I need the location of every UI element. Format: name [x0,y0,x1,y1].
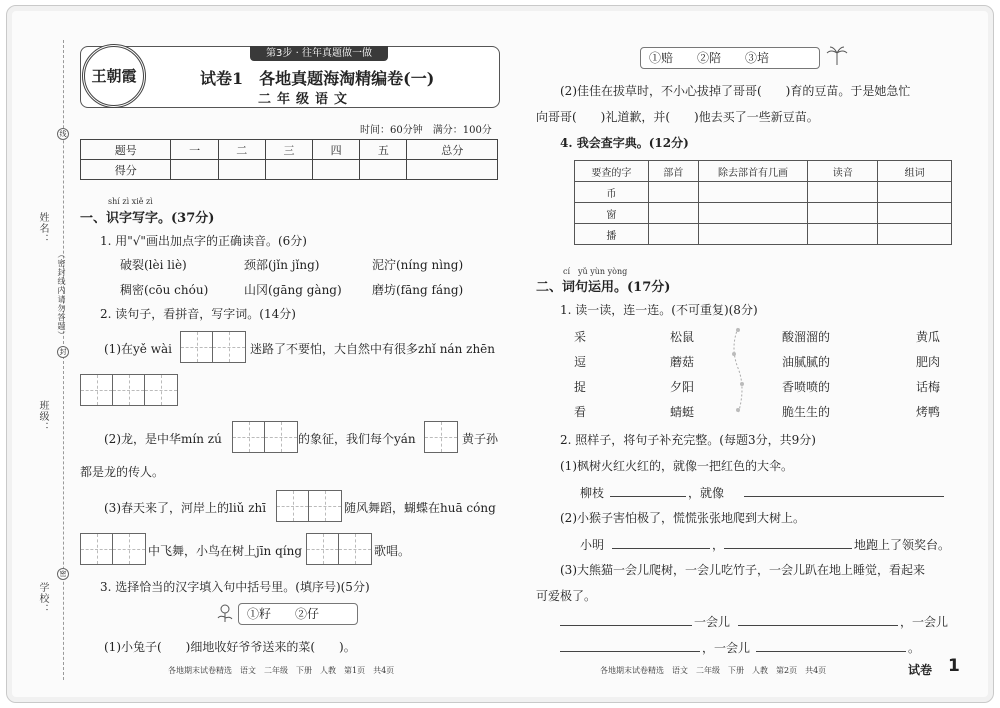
writing-grid[interactable] [306,533,372,565]
paper-number: 1 [948,656,960,676]
score-cell[interactable] [407,160,498,180]
match-word[interactable]: 肥肉 [916,355,941,369]
dict-answer-cell[interactable] [878,182,952,203]
sentence-text: (3)春天来了，河岸上的liǔ zhī [104,501,267,515]
fill-sentence: 向哥哥( )礼道歉，并( )他去买了一些新豆苗。 [536,110,819,124]
fill-sentence: (1)小兔子( )细地收好爷爷送来的菜( )。 [104,640,356,654]
score-header-cell: 一 [171,140,218,160]
score-header-cell: 五 [360,140,407,160]
dict-answer-cell[interactable] [808,182,878,203]
character-options: ①籽 ②仔 [238,603,358,625]
answer-prefix: ，一会儿 [702,641,751,655]
match-word[interactable]: 烤鸭 [916,405,941,419]
section-title: 二、词句运用。(17分) [536,280,671,295]
seal-note: （密封线内请勿答题） [57,250,66,340]
example-sentence: 可爱极了。 [536,589,597,603]
section-pinyin: shí zì xiě zì [108,197,153,206]
reading-option[interactable]: 山冈(gāng gàng) [244,283,342,297]
score-header-cell: 总分 [407,140,498,160]
match-word[interactable]: 黄瓜 [916,330,941,344]
dict-answer-cell[interactable] [698,224,808,245]
dict-header-cell: 组词 [878,161,952,182]
match-word[interactable]: 蘑菇 [670,355,695,369]
question-3: 3. 选择恰当的汉字填入句中括号里。(填序号)(5分) [100,580,370,594]
dictionary-table [574,160,952,245]
dict-answer-cell[interactable] [808,203,878,224]
example-sentence: (3)大熊猫一会儿爬树，一会儿吃竹子，一会儿趴在地上睡觉，看起来 [560,563,926,577]
match-word[interactable]: 松鼠 [670,330,695,344]
score-cell[interactable] [313,160,360,180]
answer-prefix: ，就像 [688,486,725,500]
footer-left: 各地期末试卷精选 语文 二年级 下册 人教 第1页 共4页 [168,666,395,675]
reading-option[interactable]: 颈部(jǐn jǐng) [244,258,320,272]
writing-grid[interactable] [276,490,342,522]
answer-line[interactable] [756,651,906,652]
answer-prefix: ，一会儿 [900,615,949,629]
match-word[interactable]: 捉 [574,380,587,394]
score-header-cell: 题号 [81,140,171,160]
writing-grid[interactable] [180,331,246,363]
match-word[interactable]: 油腻腻的 [782,355,831,369]
footer-right: 各地期末试卷精选 语文 二年级 下册 人教 第2页 共4页 [600,666,827,675]
dict-char: 窗 [575,203,649,224]
question-4: 4. 我会查字典。(12分) [560,136,689,150]
school-label: 学校： [37,582,48,615]
vine-decoration [728,326,748,416]
example-sentence: (1)枫树火红火红的，就像一把红色的大伞。 [560,459,793,473]
sentence-text: 歌唱。 [374,544,411,558]
dict-char: 币 [575,182,649,203]
score-cell[interactable] [171,160,218,180]
sentence-text: (2)龙，是中华mín zú [104,432,222,446]
answer-prefix: 柳枝 [580,486,605,500]
dict-answer-cell[interactable] [648,224,698,245]
reading-option[interactable]: 破裂(lèi liè) [120,258,187,272]
answer-prefix: 小明 [580,538,605,552]
answer-line[interactable] [724,548,852,549]
match-word[interactable]: 话梅 [916,380,941,394]
class-label: 班级： [37,400,48,433]
match-word[interactable]: 看 [574,405,587,419]
section-title: 一、识字写字。(37分) [80,211,215,226]
answer-line[interactable] [610,496,686,497]
answer-line[interactable] [560,651,700,652]
score-header-cell: 三 [265,140,312,160]
exam-title: 试卷1 各地真题海淘精编卷(一) [200,69,435,88]
match-word[interactable]: 香喷喷的 [782,380,831,394]
dict-header-cell: 读音 [808,161,878,182]
dict-answer-cell[interactable] [698,182,808,203]
seal-circle: 线 [57,128,69,140]
answer-line[interactable] [744,496,944,497]
brand-logo: 王朝霞 [82,44,146,108]
score-table [80,139,498,180]
dict-answer-cell[interactable] [878,224,952,245]
fill-sentence: (2)佳佳在拔草时，不小心拔掉了哥哥( )育的豆苗。于是她急忙 [560,84,911,98]
sentence-text: 随风舞蹈，蝴蝶在huā cóng [344,501,496,515]
name-label: 姓名： [37,212,48,245]
dict-header-cell: 要查的字 [575,161,649,182]
match-word[interactable]: 采 [574,330,587,344]
seal-circle: 密 [57,568,69,580]
dict-header-cell: 除去部首有几画 [698,161,808,182]
reading-option[interactable]: 磨坊(fāng fáng) [372,283,464,297]
section-pinyin: cí yǔ yùn yòng [563,267,628,276]
reading-option[interactable]: 稠密(cōu chóu) [120,283,209,297]
character-options: ①赔 ②陪 ③培 [640,47,820,69]
sentence-text: 的象征，我们每个yán [298,432,416,446]
score-row-label: 得分 [81,160,171,180]
dict-answer-cell[interactable] [878,203,952,224]
answer-line[interactable] [612,548,710,549]
answer-line[interactable] [738,625,898,626]
time-limit: 时间：60分钟 满分：100分 [360,125,492,136]
score-cell[interactable] [218,160,265,180]
reading-option[interactable]: 泥泞(níng nìng) [372,258,464,272]
match-word[interactable]: 脆生生的 [782,405,831,419]
match-word[interactable]: 夕阳 [670,380,695,394]
seal-circle: 封 [57,346,69,358]
writing-grid[interactable] [80,533,146,565]
answer-line[interactable] [560,625,692,626]
question-2: 2. 读句子，看拼音，写字词。(14分) [100,307,296,321]
answer-suffix: 地跑上了领奖台。 [854,538,951,552]
example-sentence: (2)小猴子害怕极了，慌慌张张地爬到大树上。 [560,511,805,525]
answer-suffix: 。 [908,641,921,655]
sentence-text: (1)在yě wài [104,342,172,356]
score-header-cell: 二 [218,140,265,160]
match-word[interactable]: 逗 [574,355,587,369]
answer-prefix: ， [712,538,725,552]
writing-grid[interactable] [232,421,298,453]
flower-icon [214,601,236,623]
dict-header-cell: 部首 [648,161,698,182]
question-2: 2. 照样子，将句子补充完整。(每题3分，共9分) [560,433,816,447]
writing-grid[interactable] [424,421,458,453]
paper-label: 试卷 [908,663,933,677]
score-cell[interactable] [265,160,312,180]
exam-subtitle: 二年级语文 [258,92,354,107]
match-word[interactable]: 蜻蜓 [670,405,695,419]
sentence-text: 迷路了不要怕，大自然中有很多zhǐ nán zhēn [250,342,496,356]
dict-answer-cell[interactable] [648,182,698,203]
dict-char: 播 [575,224,649,245]
sentence-text: 都是龙的传人。 [80,465,165,479]
score-cell[interactable] [360,160,407,180]
question-1: 1. 用"√"画出加点字的正确读音。(6分) [100,234,307,248]
palm-tree-icon [826,44,848,66]
answer-prefix: 一会儿 [694,615,731,629]
score-header-cell: 四 [313,140,360,160]
question-1: 1. 读一读，连一连。(不可重复)(8分) [560,303,758,317]
dict-answer-cell[interactable] [698,203,808,224]
step-banner: 第3步 · 往年真题做一做 [250,46,388,61]
sentence-text: 中飞舞，小鸟在树上jīn qíng [148,544,303,558]
dict-answer-cell[interactable] [808,224,878,245]
writing-grid[interactable] [80,374,178,406]
dict-answer-cell[interactable] [648,203,698,224]
sentence-text: 黄子孙 [462,432,499,446]
match-word[interactable]: 酸溜溜的 [782,330,831,344]
